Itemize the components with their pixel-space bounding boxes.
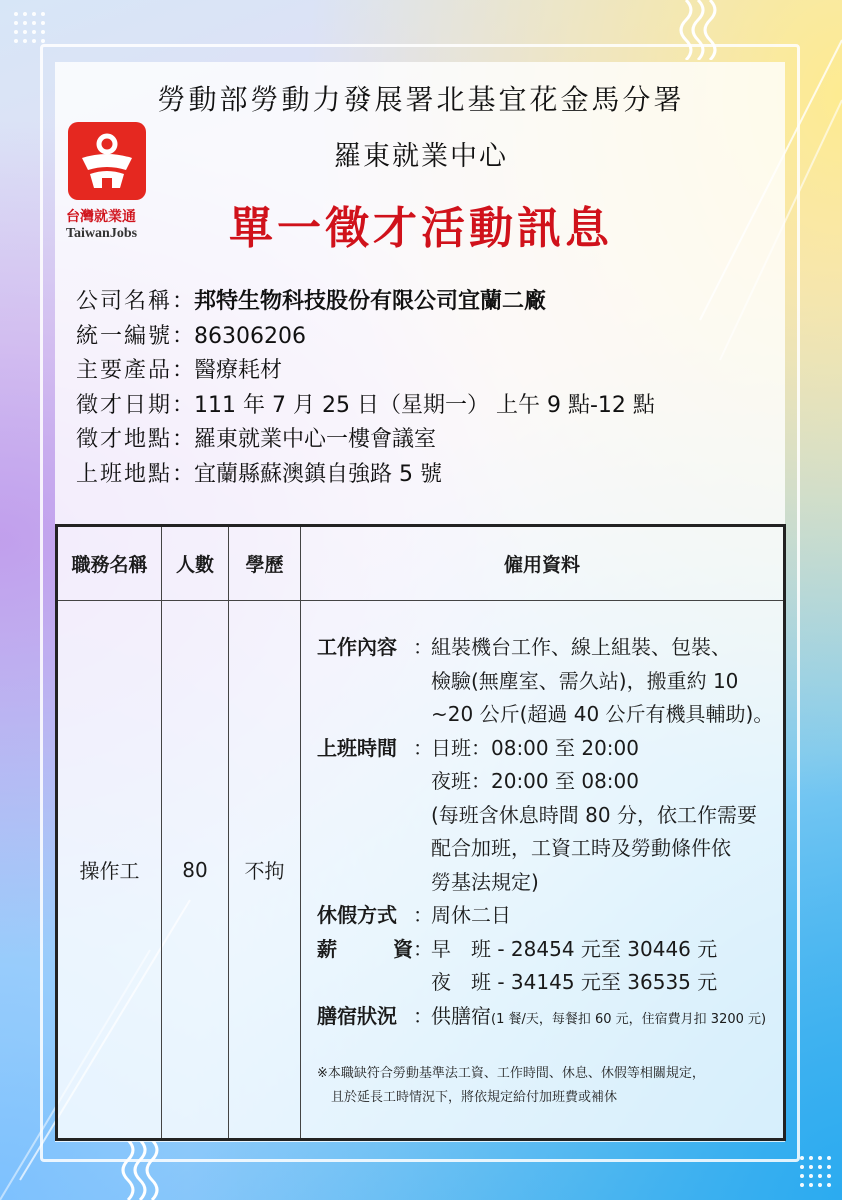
detail-work-content: 工作內容 ： 組裝機台工作、線上組裝、包裝、 檢驗(無塵室、需久站)，搬重約 10 ~20 公斤(超過 40 公斤有機具輔助)。: [317, 631, 779, 732]
job-details: [301, 601, 785, 1140]
detail-label: [317, 933, 413, 1000]
detail-line: 組裝機台工作、線上組裝、包裝、: [431, 635, 731, 659]
detail-line: 日班：08:00 至 20:00: [431, 735, 639, 760]
info-label: 主要產品: [76, 358, 173, 383]
board-note: (1 餐/天，每餐扣 60 元，住宿費月扣 3200 元): [491, 1011, 767, 1027]
detail-line: 周休二日: [431, 903, 511, 927]
info-label: 徵才日期: [76, 392, 173, 418]
board-main: 供膳宿: [431, 1003, 491, 1028]
info-label: 徵才地點: [76, 427, 173, 452]
page-title: 單一徵才活動訊息: [229, 203, 613, 254]
detail-label: 膳宿狀況: [317, 1003, 397, 1028]
info-work-location: 上班地點 ： 宜蘭縣蘇澳鎮自強路 5 號: [76, 457, 776, 492]
job-education: 不拘: [229, 601, 301, 1140]
job-table: [55, 524, 786, 1141]
legal-note-line-1: ※本職缺符合勞動基準法工資、工作時間、休息、休假等相關規定，: [317, 1066, 705, 1081]
detail-label: 上班時間: [317, 735, 397, 760]
info-value: 宜蘭縣蘇澳鎮自強路 5 號: [194, 461, 442, 487]
info-value: 邦特生物科技股份有限公司宜蘭二廠: [194, 289, 547, 314]
detail-line: 配合加班，工資工時及勞動條件依: [431, 836, 731, 860]
detail-line: 夜 班 - 34145 元至 36535 元: [431, 970, 718, 994]
detail-line: ~20 公斤(超過 40 公斤有機具輔助)。: [431, 702, 774, 726]
center-name: 羅東就業中心: [334, 141, 508, 172]
detail-work-hours: 上班時間 ： 日班：08:00 至 20:00 夜班：20:00 至 08:00 (每班含休息時間 80 分，依工作需要 配合加班，工資工時及勞動條件依 勞基法規定): [317, 732, 779, 900]
detail-leave: 休假方式 ： 周休二日: [317, 899, 779, 933]
col-header-details: 僱用資料: [301, 526, 785, 601]
detail-line: (每班含休息時間 80 分，依工作需要: [431, 802, 757, 827]
table-header-row: [57, 526, 785, 601]
info-label: 公司名稱: [76, 289, 173, 314]
table-row: [57, 601, 785, 1140]
detail-line: 早 班 - 28454 元至 30446 元: [431, 936, 718, 961]
info-main-product: 主要產品 ： 醫療耗材: [76, 353, 776, 388]
agency-name: 勞動部勞動力發展署北基宜花金馬分署: [157, 83, 685, 116]
salary-label-char-1: 薪: [317, 936, 337, 961]
detail-label: 休假方式: [317, 903, 397, 927]
job-count: 80: [162, 601, 229, 1140]
legal-note-line-2: 且於延長工時情況下，將依規定給付加班費或補休: [331, 1090, 618, 1105]
info-value: 86306206: [194, 323, 306, 349]
info-value: 醫療耗材: [194, 358, 283, 383]
detail-line: 勞基法規定): [431, 869, 539, 894]
company-info: [76, 284, 776, 491]
logo-text-cn: 台灣就業通: [66, 209, 136, 225]
logo-text-en: TaiwanJobs: [66, 226, 138, 241]
info-recruit-date: 徵才日期 ： 111 年 7 月 25 日（星期一） 上午 9 點-12 點: [76, 388, 776, 423]
taiwanjobs-logo-icon: [68, 122, 146, 200]
info-value: 111 年 7 月 25 日（星期一） 上午 9 點-12 點: [194, 392, 655, 418]
info-tax-id: 統一編號 ： 86306206: [76, 319, 776, 354]
job-title: 操作工: [57, 601, 162, 1140]
salary-label-char-2: 資: [393, 936, 413, 961]
info-value: 羅東就業中心一樓會議室: [194, 427, 437, 452]
info-label: 統一編號: [76, 323, 173, 349]
detail-line: 夜班：20:00 至 08:00: [431, 769, 639, 793]
detail-line: 檢驗(無塵室、需久站)，搬重約 10: [431, 668, 739, 693]
detail-line: [431, 1000, 766, 1037]
col-header-education: 學歷: [229, 526, 301, 601]
col-header-title: 職務名稱: [57, 526, 162, 601]
info-recruit-location: 徵才地點 ： 羅東就業中心一樓會議室: [76, 422, 776, 457]
detail-label: 工作內容: [317, 635, 397, 659]
detail-board: 膳宿狀況 ： 供膳宿(1 餐/天，每餐扣 60 元，住宿費月扣 3200 元): [317, 1000, 779, 1037]
taiwanjobs-logo: [66, 122, 158, 252]
detail-salary: 薪 資 ： 早 班 - 28454 元至 30446 元 夜 班 - 34145 元至 36535 元: [317, 933, 779, 1000]
legal-note: [317, 1062, 779, 1110]
info-label: 上班地點: [76, 461, 173, 487]
info-company-name: 公司名稱 ： 邦特生物科技股份有限公司宜蘭二廠: [76, 284, 776, 319]
col-header-count: 人數: [162, 526, 229, 601]
